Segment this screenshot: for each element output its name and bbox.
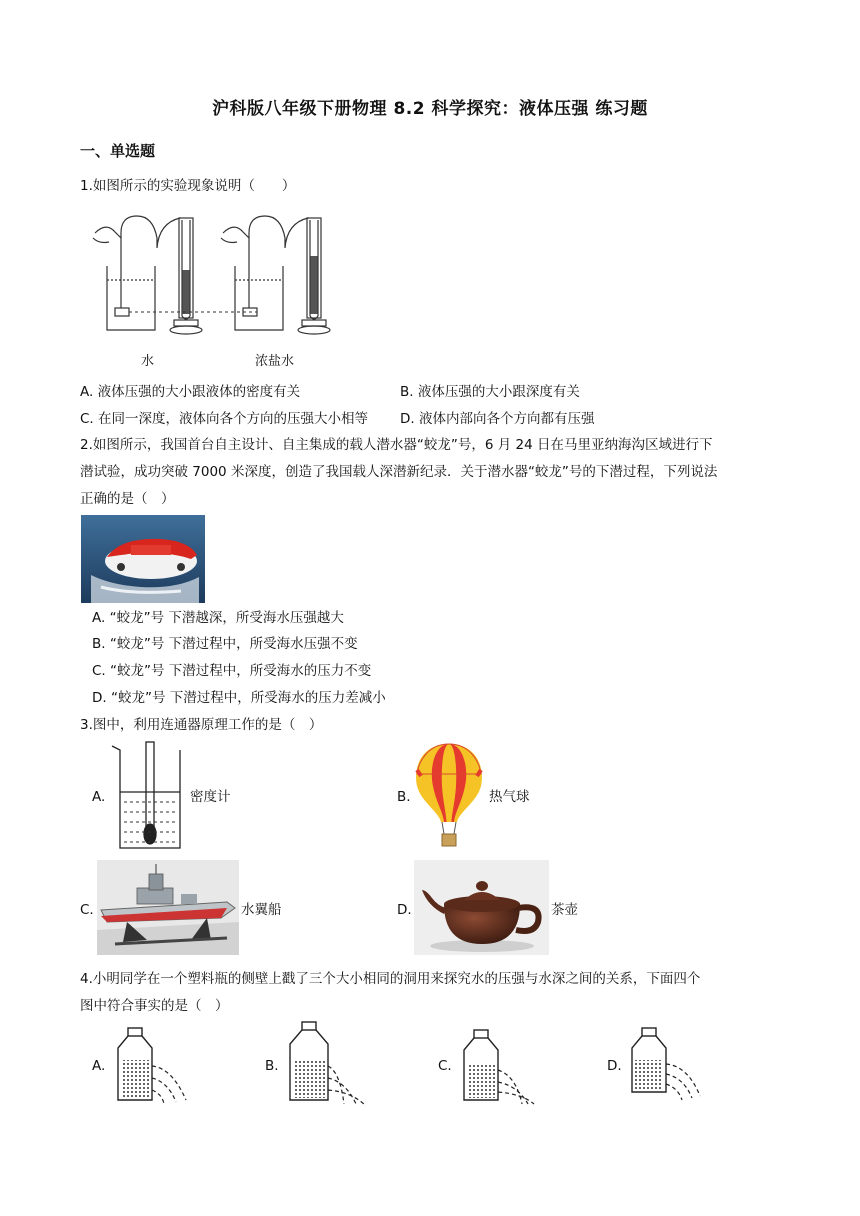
q4-option-a-letter[interactable]: A. — [92, 1058, 106, 1074]
q4-stem-line-1: 4.小明同学在一个塑料瓶的侧壁上戳了三个大小相同的洞用来探究水的压强与水深之间的关系，下面四个 — [80, 971, 701, 987]
q3-option-d-label[interactable]: 茶壶 — [551, 902, 578, 918]
q4-bottle-figure-d — [626, 1026, 710, 1106]
section-heading: 一、单选题 — [80, 142, 156, 160]
q2-stem-line-1: 2.如图所示，我国首台自主设计、自主集成的载人潜水器“蛟龙”号，6 月 24 日在马里亚纳海沟区域进行下 — [80, 437, 713, 453]
q2-option-c[interactable]: C. “蛟龙”号 下潜过程中，所受海水的压力不变 — [92, 663, 372, 679]
q4-bottle-figure-c — [456, 1028, 540, 1108]
question-2-stem — [80, 432, 780, 513]
q2-stem-line-3: 正确的是（ ） — [80, 491, 175, 507]
q3-option-d-letter[interactable]: D. — [397, 902, 412, 918]
q3-option-c-letter[interactable]: C. — [80, 902, 94, 918]
q1-experiment-figure — [85, 208, 335, 338]
q4-option-b-letter[interactable]: B. — [265, 1058, 279, 1074]
q2-option-a[interactable]: A. “蛟龙”号 下潜越深，所受海水压强越大 — [92, 610, 344, 626]
q1-option-a[interactable]: A. 液体压强的大小跟液体的密度有关 — [80, 384, 301, 400]
q1-option-c[interactable]: C. 在同一深度，液体向各个方向的压强大小相等 — [80, 411, 369, 427]
q3-option-b-label[interactable]: 热气球 — [489, 789, 530, 805]
q3-hot-air-balloon-figure — [411, 740, 487, 848]
q1-option-b[interactable]: B. 液体压强的大小跟深度有关 — [400, 384, 580, 400]
question-1-stem: 1.如图所示的实验现象说明（ ） — [80, 178, 296, 194]
q3-option-a-label[interactable]: 密度计 — [190, 789, 231, 805]
q4-option-c-letter[interactable]: C. — [438, 1058, 452, 1074]
q3-teapot-figure — [414, 860, 549, 955]
q2-option-d[interactable]: D. “蛟龙”号 下潜过程中，所受海水的压力差减小 — [92, 690, 386, 706]
question-4-stem — [80, 966, 780, 1020]
q1-caption-brine: 浓盐水 — [255, 354, 295, 369]
q2-stem-line-2: 潜试验，成功突破 7000 米深度，创造了我国载人深潜新纪录．关于潜水器“蛟龙”号的下潜过程，下列说法 — [80, 464, 718, 480]
q3-option-c-label[interactable]: 水翼船 — [241, 902, 282, 918]
q1-option-d[interactable]: D. 液体内部向各个方向都有压强 — [400, 411, 595, 427]
q3-option-b-letter[interactable]: B. — [397, 789, 411, 805]
q3-densimeter-figure — [108, 740, 188, 852]
q4-option-d-letter[interactable]: D. — [607, 1058, 622, 1074]
q4-stem-line-2: 图中符合事实的是（ ） — [80, 998, 229, 1014]
page-title: 沪科版八年级下册物理 8.2 科学探究：液体压强 练习题 — [212, 99, 648, 119]
q2-option-b[interactable]: B. “蛟龙”号 下潜过程中，所受海水压强不变 — [92, 636, 358, 652]
q3-option-a-letter[interactable]: A. — [92, 789, 106, 805]
question-3-stem: 3.图中，利用连通器原理工作的是（ ） — [80, 717, 323, 733]
q4-bottle-figure-b — [282, 1020, 372, 1108]
q3-hydrofoil-figure — [97, 860, 239, 955]
q1-caption-water: 水 — [141, 354, 155, 369]
q4-bottle-figure-a — [110, 1026, 196, 1106]
q2-submersible-photo — [81, 515, 205, 603]
